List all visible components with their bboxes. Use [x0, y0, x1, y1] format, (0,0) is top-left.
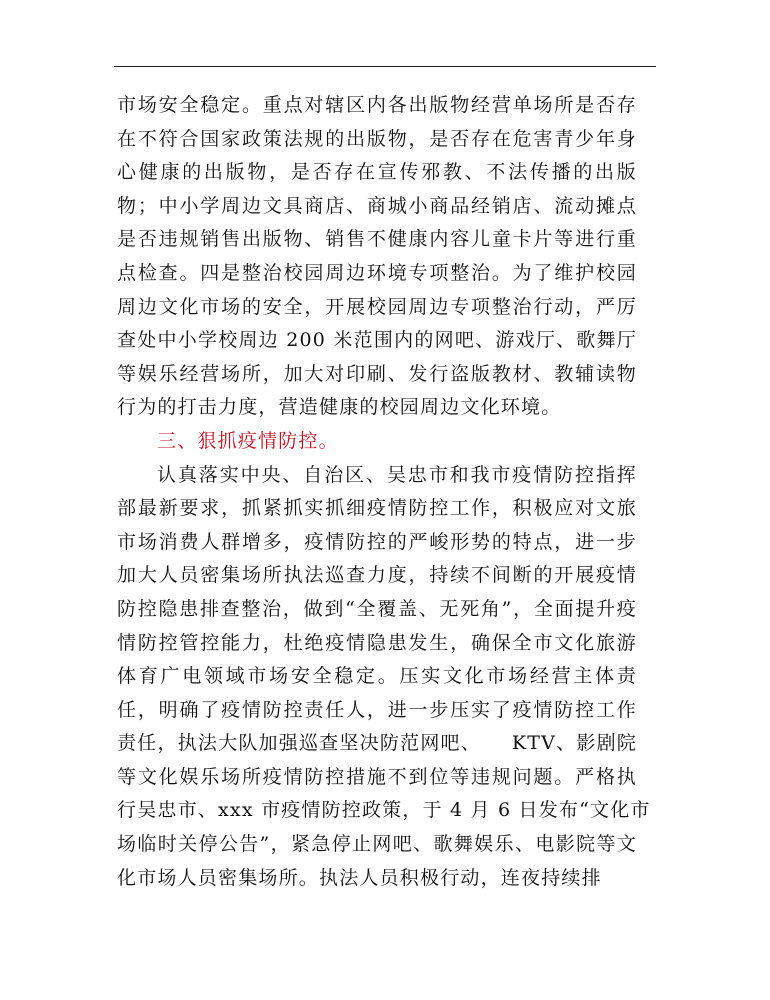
text-line: 等文化娱乐场所疫情防控措施不到位等违规问题。严格执 [117, 765, 637, 788]
text-line: 行吴忠市、xxx 市疫情防控政策，于 4 月 6 日发布“文化市 [117, 799, 651, 822]
text-line: 市场安全稳定。重点对辖区内各出版物经营单场所是否存 [117, 94, 637, 116]
text-line: 任，明确了疫情防控责任人，进一步压实了疫情防控工作 [117, 698, 637, 721]
paragraph-top [117, 89, 637, 425]
text-line: 周边文化市场的安全，开展校园周边专项整治行动，严厉 [117, 295, 637, 318]
text-line: 责任，执法大队加强巡查坚决防范网吧、 KTV、影剧院 [117, 732, 637, 755]
text-line: 查处中小学校周边 200 米范围内的网吧、游戏厅、歌舞厅 [117, 329, 637, 352]
text-line: 行为的打击力度，营造健康的校园周边文化环境。 [117, 396, 562, 419]
text-line: 市场消费人群增多，疫情防控的严峻形势的特点，进一步 [117, 530, 637, 553]
text-line: 认真落实中央、自治区、吴忠市和我市疫情防控指挥 [157, 463, 637, 486]
text-line: 在不符合国家政策法规的出版物，是否存在危害青少年身 [117, 127, 637, 150]
paragraph-bottom [117, 459, 651, 896]
text-line: 点检查。四是整治校园周边环境专项整治。为了维护校园 [117, 261, 637, 284]
text-line: 心健康的出版物，是否存在宣传邪教、不法传播的出版 [117, 161, 637, 184]
text-line: 部最新要求，抓紧抓实抓细疫情防控工作，积极应对文旅 [117, 497, 637, 520]
header-rule [114, 66, 656, 67]
text-line: 等娱乐经营场所，加大对印刷、发行盗版教材、教辅读物 [117, 362, 637, 385]
text-line: 加大人员密集场所执法巡查力度，持续不间断的开展疫情 [117, 564, 637, 587]
text-line: 体育广电领域市场安全稳定。压实文化市场经营主体责 [117, 665, 637, 688]
text-line: 是否违规销售出版物、销售不健康内容儿童卡片等进行重 [117, 228, 637, 251]
text-line: 场临时关停公告”，紧急停止网吧、歌舞娱乐、电影院等文 [117, 833, 637, 856]
text-line: 情防控管控能力，杜绝疫情隐患发生，确保全市文化旅游 [117, 631, 637, 654]
body-text [117, 89, 651, 895]
text-line: 防控隐患排查整治，做到“全覆盖、无死角”，全面提升疫 [117, 597, 637, 620]
text-line: 化市场人员密集场所。执法人员积极行动，连夜持续排 [117, 866, 602, 889]
text-line: 物；中小学周边文具商店、商城小商品经销店、流动摊点 [117, 194, 637, 217]
section-heading: 三、狠抓疫情防控。 [157, 429, 339, 452]
